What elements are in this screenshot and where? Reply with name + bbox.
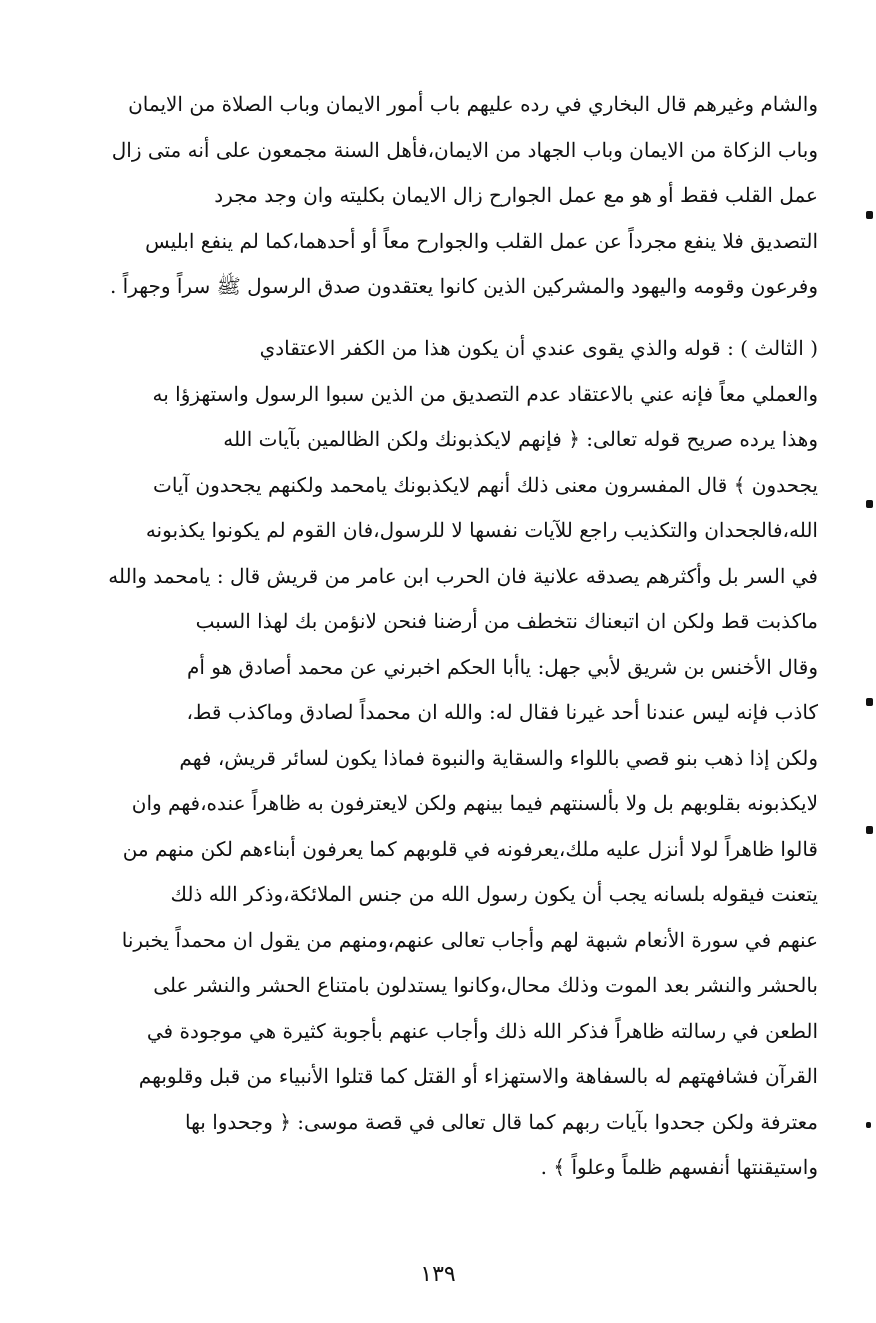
text-line: يتعنت فيقوله بلسانه يجب أن يكون رسول الله من جنس الملائكة،وذكر الله ذلك (170, 882, 818, 906)
text-line: ( الثالث ) : قوله والذي يقوى عندي أن يكون هذا من الكفر الاعتقادي (259, 336, 818, 360)
text-line: قالوا ظاهراً لولا أنزل عليه ملك،يعرفونه في قلوبهم كما يعرفون أبناءهم لكن منهم من (122, 836, 818, 861)
margin-mark (866, 698, 873, 706)
text-line: واستيقنتها أنفسهم ظلماً وعلواً ﴾ . (540, 1155, 818, 1179)
text-line: القرآن فشافهتهم له بالسفاهة والاستهزاء أو القتل كما قتلوا الأنبياء من قبل وقلوبهم (138, 1064, 818, 1088)
paragraph-2 (108, 326, 818, 1191)
margin-mark (866, 211, 873, 219)
paragraph-1 (108, 82, 818, 310)
text-line: لايكذبونه بقلوبهم بل ولا بألسنتهم فيما بينهم ولكن لايعترفون به ظاهراً عنده،فهم وان (131, 791, 818, 815)
text-line: التصديق فلا ينفع مجرداً عن عمل القلب والجوارح معاً أو أحدهما،كما لم ينفع ابليس (145, 228, 818, 253)
text-line: معترفة ولكن جحدوا بآيات ربهم كما قال تعالى في قصة موسى: ﴿ وجحدوا بها (184, 1109, 818, 1134)
text-line: وقال الأخنس بن شريق لأبي جهل: ياأبا الحكم اخبرني عن محمد أصادق هو أم (186, 654, 818, 679)
text-line: ولكن إذا ذهب بنو قصي باللواء والسقاية والنبوة فماذا يكون لسائر قريش، فهم (179, 745, 818, 770)
text-line: وباب الزكاة من الايمان وباب الجهاد من الايمان،فأهل السنة مجمعون على أنه متى زال (111, 137, 818, 162)
text-line: الله،فالجحدان والتكذيب راجع للآيات نفسها لا للرسول،فان القوم لم يكونوا يكذبونه (145, 518, 818, 542)
margin-mark (866, 500, 873, 508)
text-line: والشام وغيرهم قال البخاري في رده عليهم باب أمور الايمان وباب الصلاة من الايمان (128, 92, 818, 116)
text-line: وفرعون وقومه واليهود والمشركين الذين كانوا يعتقدون صدق الرسول ﷺ سراً وجهراً . (109, 274, 818, 298)
text-line: يجحدون ﴾ قال المفسرون معنى ذلك أنهم لايكذبونك يامحمد ولكنهم يجحدون آيات (152, 472, 818, 497)
text-line: بالحشر والنشر بعد الموت وذلك محال،وكانوا يستدلون بامتناع الحشر والنشر على (153, 973, 818, 997)
text-line: عنهم في سورة الأنعام شبهة لهم وأجاب تعالى عنهم،ومنهم من يقول ان محمداً يخبرنا (121, 927, 818, 952)
margin-mark (866, 826, 873, 834)
text-line: والعملي معاً فإنه عني بالاعتقاد عدم التصديق من الذين سبوا الرسول واستهزؤا به (152, 381, 818, 406)
text-line: كاذب فإنه ليس عندنا أحد غيرنا فقال له: والله ان محمداً لصادق وماكذب قط، (186, 700, 818, 724)
text-line: عمل القلب فقط أو هو مع عمل الجوارح زال الايمان بكليته وان وجد مجرد (214, 183, 818, 207)
text-line: وهذا يرده صريح قوله تعالى: ﴿ فإنهم لايكذبونك ولكن الظالمين بآيات الله (223, 427, 818, 451)
text-line: ماكذبت قط ولكن ان اتبعناك نتخطف من أرضنا فنحن لانؤمن بك لهذا السبب (195, 609, 818, 633)
text-line: في السر بل وأكثرهم يصدقه علانية فان الحرب ابن عامر من قريش قال : يامحمد والله (108, 563, 818, 588)
page-number: ١٣٩ (420, 1262, 456, 1287)
text-line: الطعن في رسالته ظاهراً فذكر الله ذلك وأجاب عنهم بأجوبة كثيرة هي موجودة في (146, 1018, 818, 1043)
margin-mark (866, 1122, 871, 1128)
